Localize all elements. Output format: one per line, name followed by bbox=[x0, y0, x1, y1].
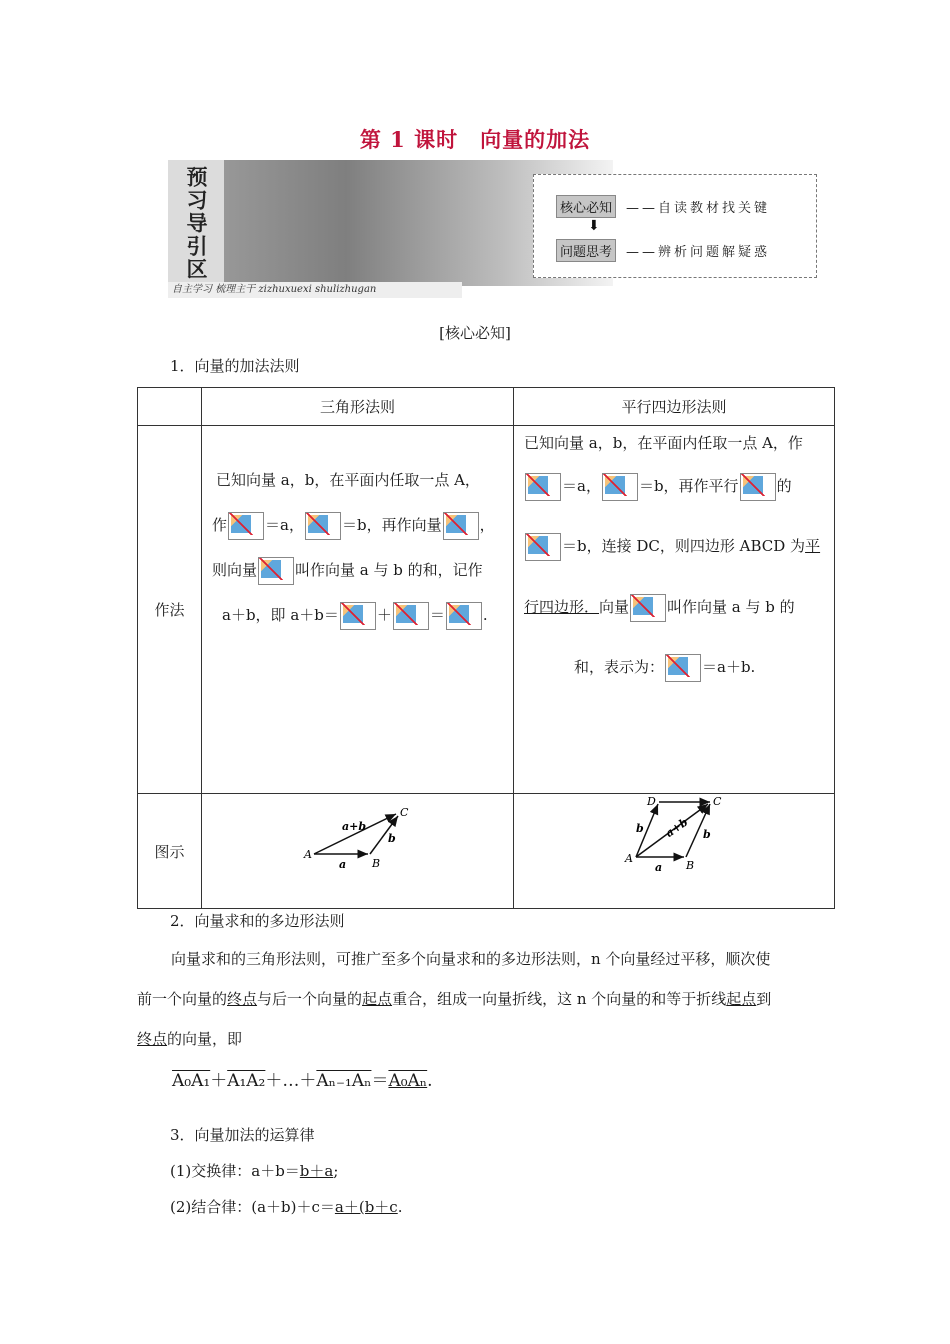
label-C: C bbox=[400, 806, 409, 819]
vector-sum2-image bbox=[393, 602, 429, 630]
vector-bc-image bbox=[305, 512, 341, 540]
label-B: B bbox=[372, 857, 381, 870]
page-title: 第 1 课时 向量的加法 bbox=[359, 127, 591, 152]
tag-question: 问题思考 bbox=[556, 239, 616, 262]
triangle-method-cell bbox=[202, 426, 514, 794]
formula-term-1: A₀A₁ bbox=[172, 1071, 211, 1091]
vector-ab-image-2 bbox=[525, 473, 561, 501]
para-line-5: 和，表示为： ＝a＋b. bbox=[524, 650, 824, 685]
preview-banner bbox=[168, 160, 816, 298]
vector-ab-parallel-image bbox=[740, 473, 776, 501]
banner-guide-box bbox=[533, 174, 817, 278]
label-C: C bbox=[713, 795, 722, 808]
para-line-2: ＝a， ＝b，再作平行 的 bbox=[524, 469, 824, 504]
header-empty bbox=[138, 388, 202, 426]
tri-line-4: a＋b，即 a＋b＝ ＋ ＝ . bbox=[212, 593, 503, 638]
section-2-para-1: 向量求和的三角形法则，可推广至多个向量求和的多边形法则，n 个向量经过平移，顺次使 bbox=[171, 950, 771, 968]
vector-bc2-image bbox=[443, 512, 479, 540]
formula-term-n: Aₙ₋₁Aₙ bbox=[316, 1071, 372, 1091]
label-a: a bbox=[655, 861, 663, 874]
para-line-4: 行四边形．向量 叫作向量 a 与 b 的 bbox=[524, 590, 824, 625]
section-2-title: 2．向量求和的多边形法则 bbox=[170, 912, 345, 930]
label-b-left: b bbox=[636, 822, 644, 835]
polygon-sum-formula: A₀A₁＋A₁A₂＋…＋Aₙ₋₁Aₙ＝A₀Aₙ. bbox=[172, 1071, 433, 1091]
label-A: A bbox=[625, 852, 633, 865]
associative-law: (2)结合律：(a＋b)＋c＝a＋(b＋c. bbox=[170, 1198, 403, 1216]
section-2-para-3: 终点的向量，即 bbox=[137, 1030, 243, 1048]
vector-ac-image-2 bbox=[630, 594, 666, 622]
label-b: b bbox=[388, 832, 396, 845]
section-2-para-2: 前一个向量的终点与后一个向量的起点重合，组成一向量折线，这 n 个向量的和等于折线起点到 bbox=[137, 990, 772, 1008]
tag-core-knowledge: 核心必知 bbox=[556, 195, 616, 218]
parallelogram-figure-cell bbox=[514, 794, 835, 909]
banner-vertical-label: 预习导引区 bbox=[168, 160, 224, 286]
vector-ad-image bbox=[602, 473, 638, 501]
parallelogram-rule-figure bbox=[514, 794, 834, 904]
para-line-1: 已知向量 a，b，在平面内任取一点 A，作 bbox=[524, 434, 803, 452]
arrow-down-icon: ⬇ bbox=[588, 218, 600, 234]
header-triangle: 三角形法则 bbox=[202, 388, 514, 426]
tag-question-text: ——辨析问题解疑惑 bbox=[626, 245, 771, 260]
label-a-plus-b: a+b bbox=[663, 815, 691, 840]
header-parallelogram: 平行四边形法则 bbox=[514, 388, 835, 426]
label-b-right: b bbox=[703, 828, 711, 841]
row-label-figure: 图示 bbox=[138, 794, 202, 909]
vector-ac-image-3 bbox=[665, 654, 701, 682]
label-A: A bbox=[304, 848, 312, 861]
vector-ac-image bbox=[258, 557, 294, 585]
label-a: a bbox=[339, 858, 347, 871]
tag-core-text: ——自读教材找关键 bbox=[626, 201, 771, 216]
label-D: D bbox=[647, 795, 656, 808]
section-1-title: 1．向量的加法法则 bbox=[170, 357, 300, 375]
formula-result: A₀Aₙ bbox=[388, 1071, 428, 1091]
section-heading: [核心必知] bbox=[439, 324, 511, 342]
commutative-law: (1)交换律：a＋b＝b＋a; bbox=[170, 1162, 339, 1180]
section-3-title: 3．向量加法的运算律 bbox=[170, 1126, 315, 1144]
triangle-figure-cell bbox=[202, 794, 514, 909]
addition-rules-table bbox=[137, 387, 835, 909]
tri-line-2: 作 ＝a， ＝b，再作向量 ， bbox=[212, 503, 503, 548]
para-line-3: ＝b，连接 DC，则四边形 ABCD 为平 bbox=[524, 529, 824, 564]
vector-ab-image bbox=[228, 512, 264, 540]
parallelogram-method-cell bbox=[514, 426, 835, 794]
tri-line-1: 已知向量 a，b，在平面内任取一点 A， bbox=[216, 471, 480, 489]
vector-sum1-image bbox=[340, 602, 376, 630]
banner-subtitle: 自主学习 梳理主干 zizhuxuexi shulizhugan bbox=[168, 282, 462, 298]
row-label-method: 作法 bbox=[138, 426, 202, 794]
triangle-rule-figure bbox=[202, 794, 513, 904]
formula-term-2: A₁A₂ bbox=[227, 1071, 266, 1091]
vector-bc-image-2 bbox=[525, 533, 561, 561]
tri-line-3: 则向量 叫作向量 a 与 b 的和，记作 bbox=[212, 548, 503, 593]
label-B: B bbox=[686, 859, 695, 872]
label-a-plus-b: a+b bbox=[342, 820, 367, 833]
vector-sum3-image bbox=[446, 602, 482, 630]
